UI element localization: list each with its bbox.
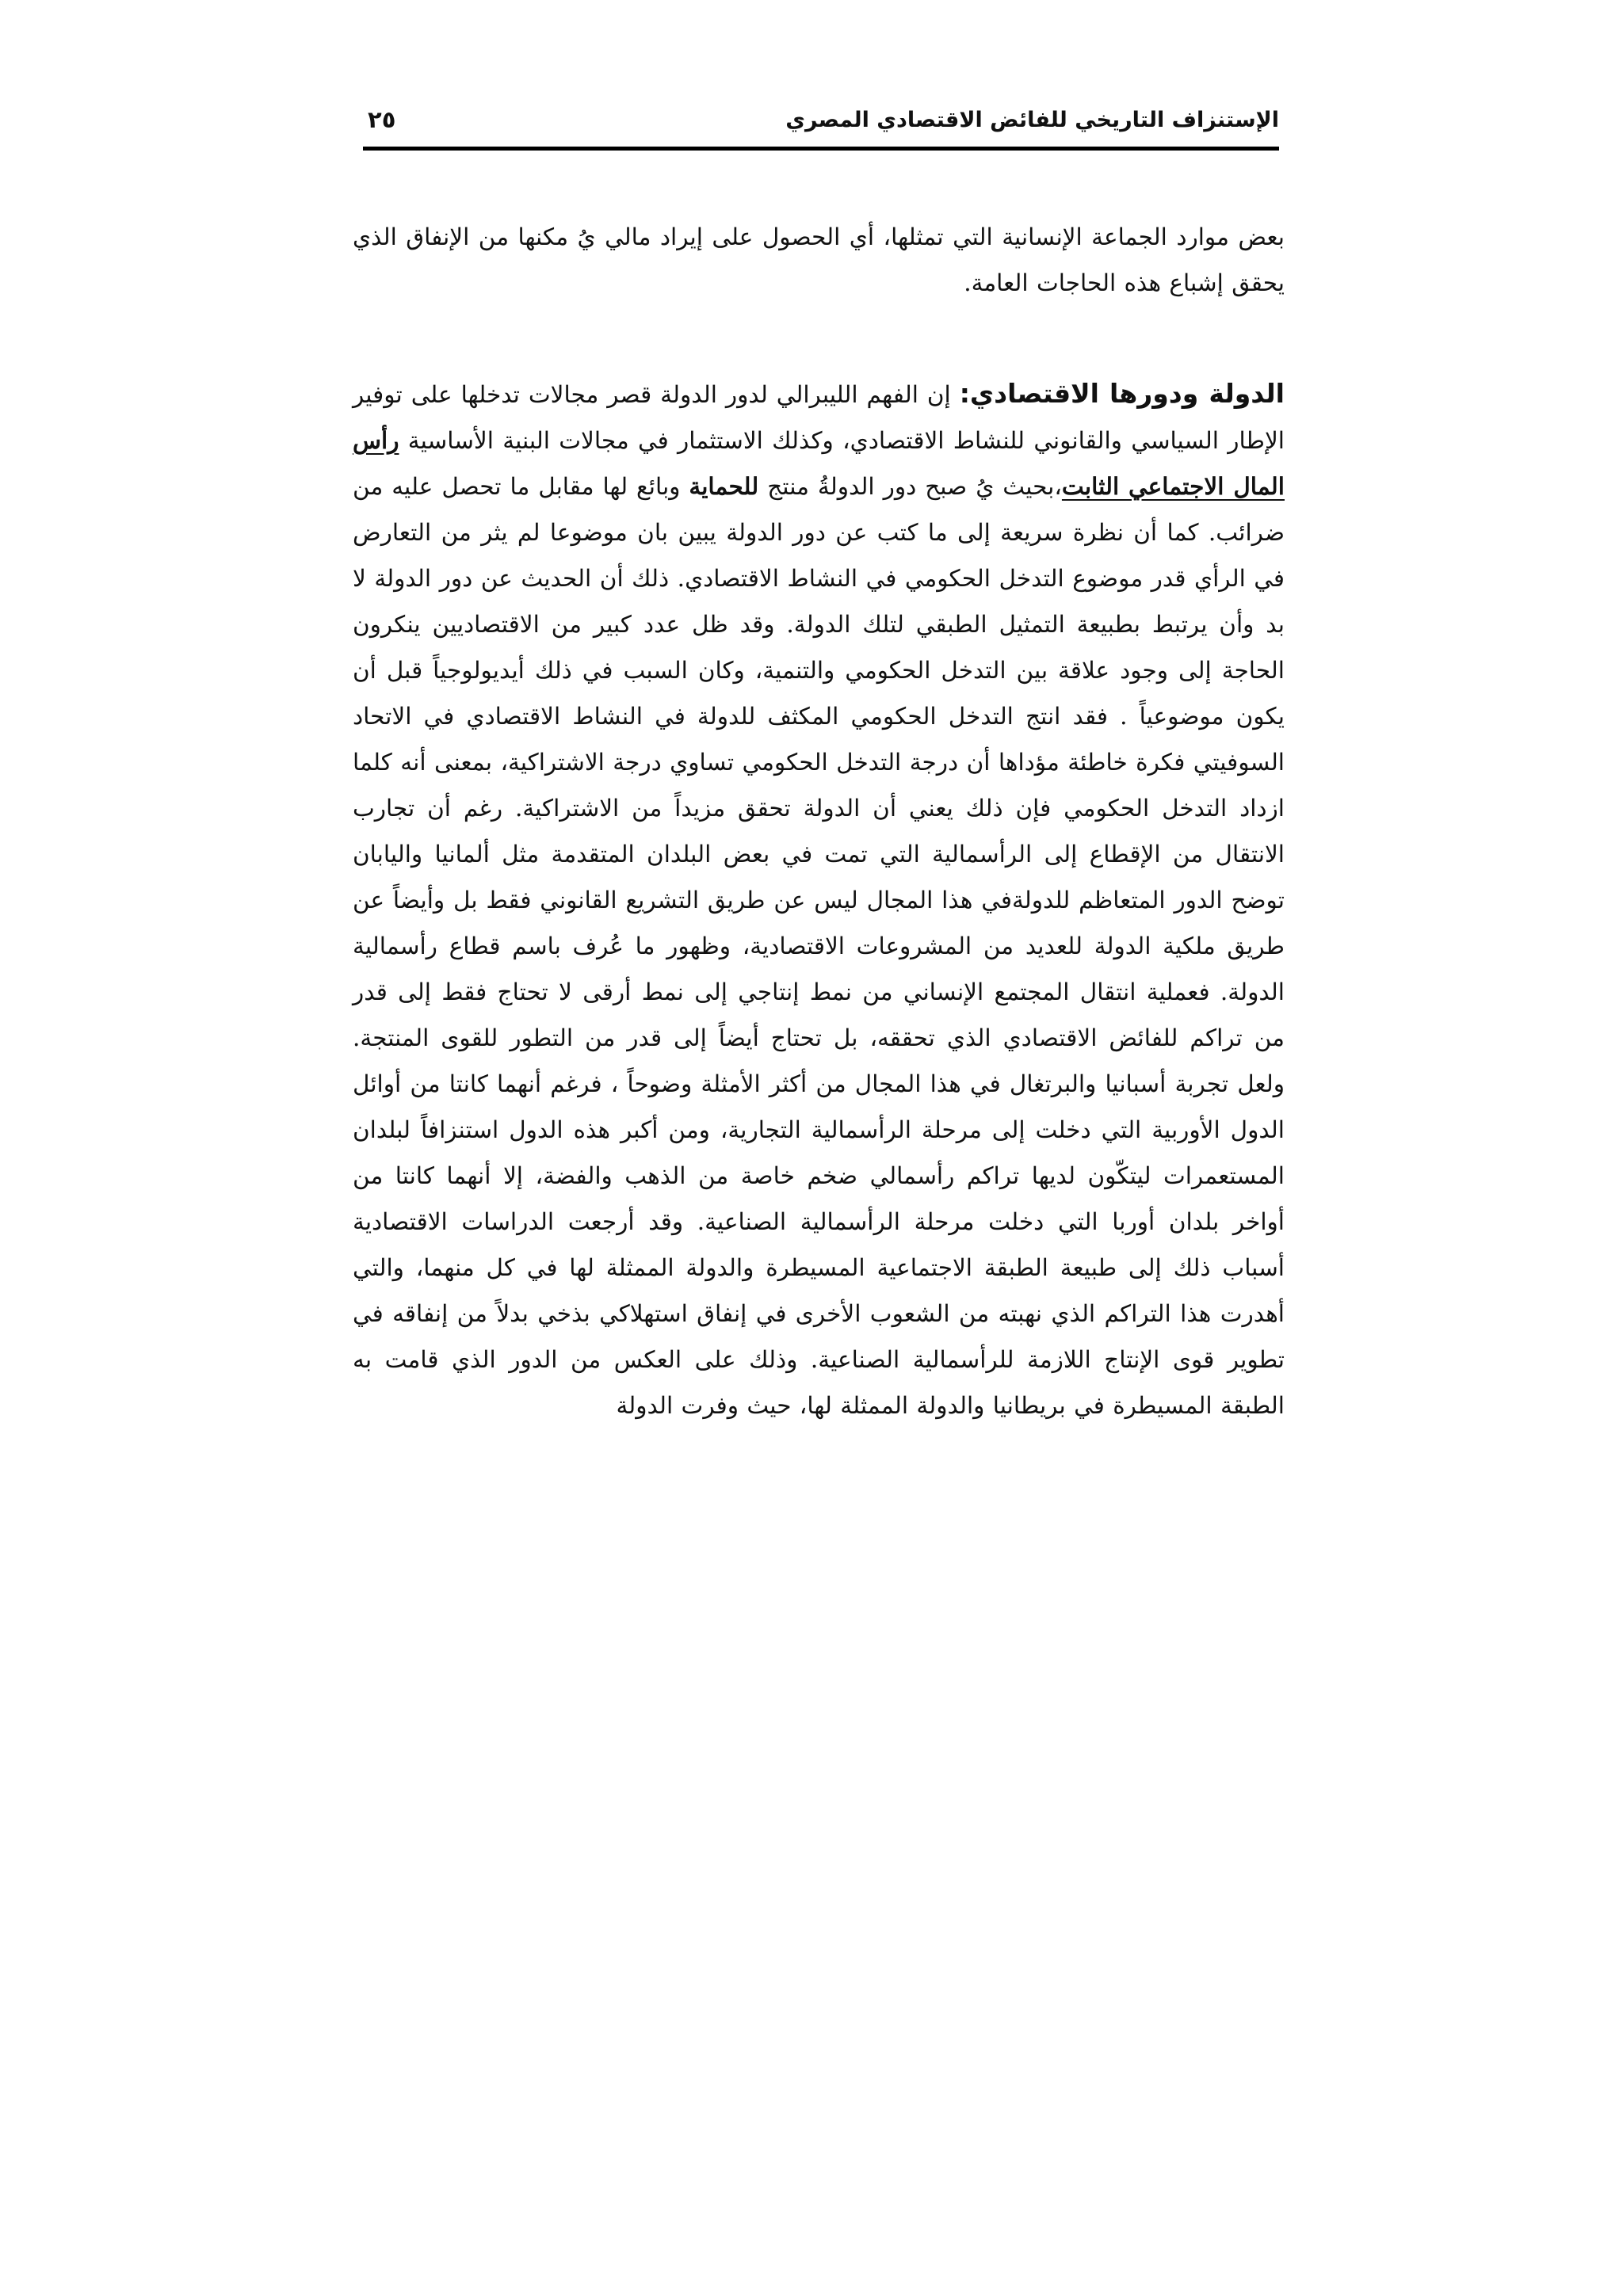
section-heading: الدولة ودورها الاقتصادي: [959, 378, 1285, 409]
paragraph-text: بعض موارد الجماعة الإنسانية التي تمثلها، أي الحصول على إيراد مالي يُ مكنها من الإنفاق الذي يحقق إشباع هذه الحاجات العامة. [353, 223, 1285, 296]
paragraph-text: وبائع لها مقابل ما تحصل عليه من ضرائب. كما أن نظرة سريعة إلى ما كتب عن دور الدولة يبين بان موضوعا لم يثر من التعارض في الرأي قدر موضوع التدخل الحكومي في النشاط الاقتصادي. ذلك أن الحديث عن دور الدولة لا بد وأن يرتبط بطبيعة التمثيل الطبقي لتلك الدولة. وقد ظل عدد كبير من الاقتصاديين ينكرون الحاجة إلى وجود علاقة بين التدخل الحكومي والتنمية، وكان السبب في ذلك أيديولوجياً قبل أن يكون موضوعياً . فقد انتج التدخل الحكومي المكثف للدولة في النشاط الاقتصادي في الاتحاد السوفيتي فكرة خاطئة مؤداها أن درجة التدخل الحكومي تساوي درجة الاشتراكية، بمعنى أنه كلما ازداد التدخل الحكومي فإن ذلك يعني أن الدولة تحقق مزيداً من الاشتراكية. رغم أن تجارب الانتقال من الإقطاع إلى الرأسمالية التي تمت في بعض البلدان المتقدمة مثل ألمانيا واليابان توضح الدور المتعاظم للدولةفي هذا المجال ليس عن طريق التشريع القانوني فقط بل وأيضاً عن طريق ملكية الدولة للعديد من المشروعات الاقتصادية، وظهور ما عُرف باسم قطاع رأسمالية الدولة. فعملية انتقال المجتمع الإنساني من نمط إنتاجي إلى نمط أرقى لا تحتاج فقط إلى قدر من تراكم للفائض الاقتصادي الذي تحققه، بل تحتاج أيضاً إلى قدر من التطور للقوى المنتجة. ولعل تجربة أسبانيا والبرتغال في هذا المجال من أكثر الأمثلة وضوحاً ، فرغم أنهما كانتا من أوائل الدول الأوربية التي دخلت إلى مرحلة الرأسمالية التجارية، ومن أكبر هذه الدول استنزافاً لبلدان المستعمرات ليتكّون لديها تراكم رأسمالي ضخم خاصة من الذهب والفضة، إلا أنهما كانتا من أواخر بلدان أوربا التي دخلت مرحلة الرأسمالية الصناعية. وقد أرجعت الدراسات الاقتصادية أسباب ذلك إلى طبيعة الطبقة الاجتماعية المسيطرة والدولة الممثلة لها في كل منهما، والتي أهدرت هذا التراكم الذي نهبته من الشعوب الأخرى في إنفاق استهلاكي بذخي بدلاً من إنفاقه في تطوير قوى الإنتاج اللازمة للرأسمالية الصناعية. وذلك على العكس من الدور الذي قامت به الطبقة المسيطرة في بريطانيا والدولة الممثلة لها، حيث وفرت الدولة [353, 473, 1285, 1419]
page-header [363, 101, 1279, 149]
emphasis-protection: للحماية [689, 472, 759, 500]
emphasis-social-fixed-capital: رأس المال الاجتماعي الثابت [353, 426, 1285, 500]
page-number: ٢٥ [368, 106, 396, 133]
header-divider [363, 147, 1279, 151]
paragraph-text: ،بحيث يُ صبح دور الدولةُ منتج [758, 473, 1062, 500]
paragraph-text: إن الفهم الليبرالي لدور الدولة قصر مجالات تدخلها على توفير الإطار السياسي والقانوني للنشاط الاقتصادي، وكذلك الاستثمار في مجالات البنية الأساسية [353, 381, 1285, 454]
running-title: الإستنزاف التاريخي للفائض الاقتصادي المصري [785, 108, 1279, 132]
paragraph-state-role [353, 371, 1285, 1428]
paragraph-continuation [353, 214, 1285, 306]
